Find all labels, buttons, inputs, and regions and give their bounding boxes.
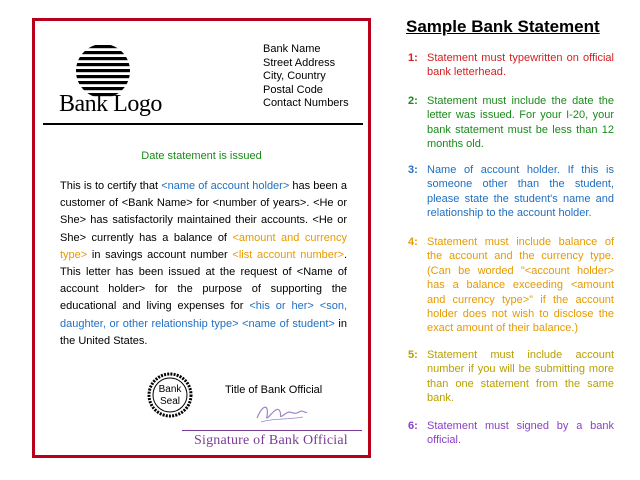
his-her-placeholder: <his or her> <box>249 300 314 313</box>
seal-text: Seal <box>159 396 180 407</box>
signature-line <box>182 430 362 431</box>
bank-seal-label <box>147 384 193 408</box>
note-number: 6: <box>408 420 418 432</box>
note-text: Name of account holder. If this is someone other than the student, please state the student's name and relationship to the account holder. <box>427 164 614 220</box>
signature-label: Signature of Bank Official <box>194 433 348 448</box>
note-item <box>404 235 614 336</box>
address-line: Postal Code <box>263 83 323 96</box>
bank-logo-text: Bank Logo <box>59 91 162 117</box>
note-text: Statement must typewritten on official bank letterhead. <box>427 52 614 79</box>
letter-body <box>60 178 347 350</box>
note-number: 1: <box>408 52 418 64</box>
account-holder-placeholder: <name of account holder> <box>161 180 290 192</box>
address-line: Contact Numbers <box>263 97 349 110</box>
bank-letter <box>32 18 371 458</box>
address-line: City, Country <box>263 70 326 83</box>
note-number: 2: <box>408 95 418 107</box>
note-text: Statement must include the date the letter was issued. For your I-20, your bank statement must be less than 12 months old. <box>427 95 614 151</box>
relationship-placeholder: <son, daughter, or other relationship type> <box>60 300 347 330</box>
note-item <box>404 419 614 448</box>
body-text: has been a customer of <Bank Name> for <number of years>. <He or She> has satisfactorily maintained their accounts. <He or She> currently has a balance of <box>60 180 347 244</box>
note-number: 4: <box>408 236 418 248</box>
address-line: Bank Name <box>263 43 321 55</box>
account-number-placeholder: <list account number> <box>232 248 344 261</box>
note-item <box>404 348 614 406</box>
note-text: Statement must include balance of the account and the currency type. (Can be worded "<account holder> has a balance exceeding <amount and currency type>" if the account holder does not wish to disclose the exact amount of their balance.) <box>427 236 614 335</box>
note-number: 5: <box>408 349 418 361</box>
seal-text: Bank <box>158 384 182 395</box>
body-text: This is to certify that <box>60 180 162 192</box>
official-title: Title of Bank Official <box>225 384 323 396</box>
note-item <box>404 51 614 80</box>
bank-address <box>263 43 349 111</box>
notes-title: Sample Bank Statement <box>406 17 600 36</box>
amount-placeholder: <amount and currency type> <box>60 231 348 261</box>
note-number: 3: <box>408 164 418 176</box>
address-line: Street Address <box>263 56 336 69</box>
body-text: . This letter has been issued at the request of <Name of account holder> for the purpose of supporting the educational and living expenses for <box>60 248 348 313</box>
statement-date: Date statement is issued <box>141 150 262 162</box>
header-divider <box>43 123 363 125</box>
student-name-placeholder: <name of student> <box>242 317 335 330</box>
note-text: Statement must include account number if you will be submitting more than one statement from the same bank. <box>427 349 614 405</box>
signature-scribble-icon <box>253 400 309 426</box>
body-text: in savings account number <box>87 248 233 261</box>
body-text: in the United States. <box>60 317 347 347</box>
notes-panel <box>404 17 614 447</box>
note-text: Statement must signed by a bank official. <box>427 420 614 447</box>
note-item <box>404 163 614 221</box>
note-item <box>404 94 614 152</box>
